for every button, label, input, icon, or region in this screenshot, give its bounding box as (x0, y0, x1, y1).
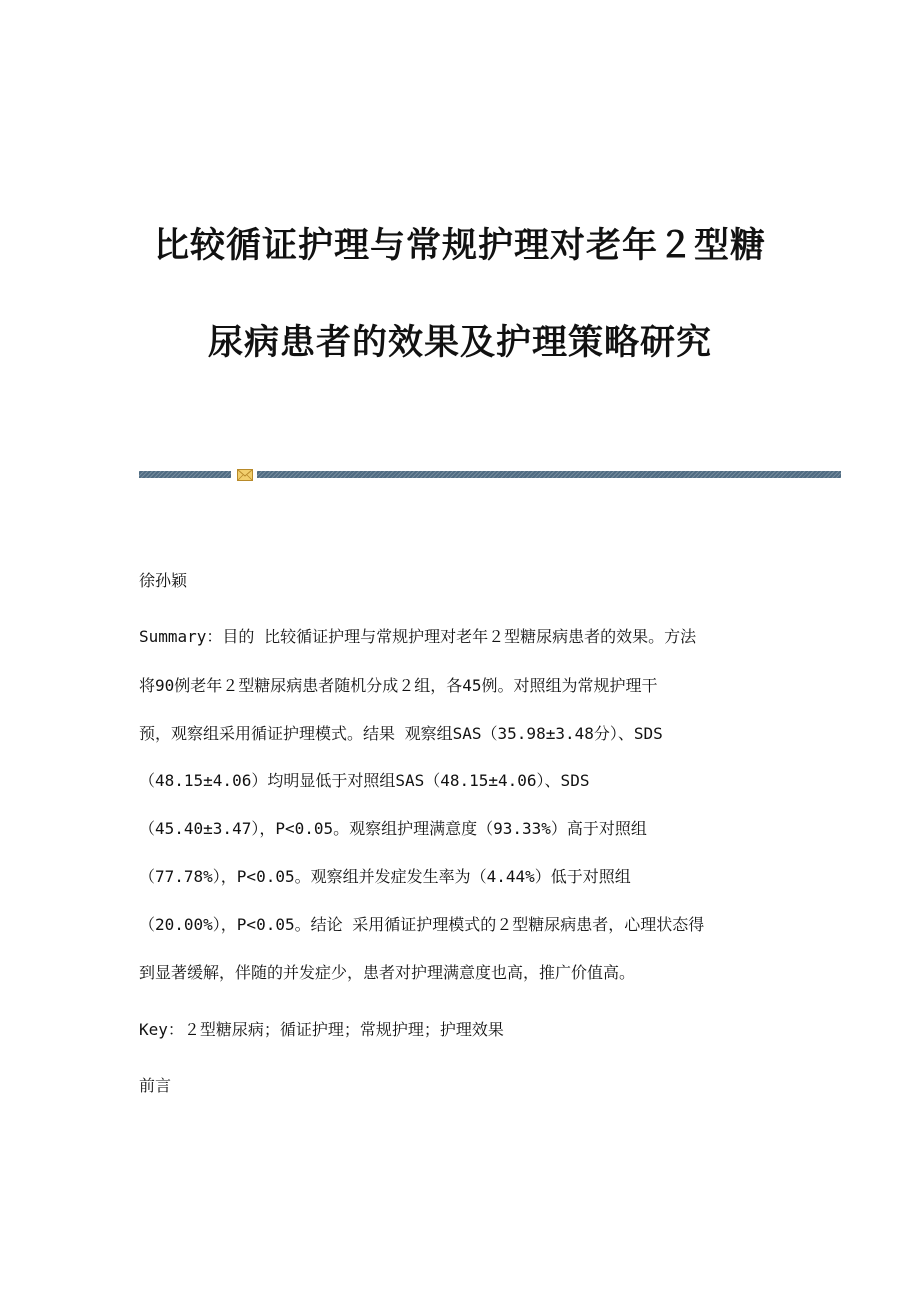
section-heading-preface: 前言 (139, 1076, 172, 1095)
envelope-icon (237, 469, 253, 481)
divider-bar-left (139, 471, 231, 478)
divider-bar-right (257, 471, 841, 478)
page-title-line-2: 尿病患者的效果及护理策略研究 (207, 323, 712, 363)
keywords-line: Key：２型糖尿病；循证护理；常规护理；护理效果 (139, 1020, 504, 1039)
author-name: 徐孙颖 (139, 571, 188, 590)
abstract-line: （45.40±3.47），P<0.05。观察组护理满意度（93.33%）高于对照组 (139, 819, 647, 838)
abstract-line: （20.00%），P<0.05。结论 采用循证护理模式的２型糖尿病患者，心理状态得 (139, 915, 705, 934)
abstract-line: 到显著缓解，伴随的并发症少，患者对护理满意度也高，推广价值高。 (139, 963, 636, 982)
abstract-line: Summary：目的 比较循证护理与常规护理对老年２型糖尿病患者的效果。方法 (139, 627, 697, 646)
abstract-line: （48.15±4.06）均明显低于对照组SAS（48.15±4.06）、SDS (139, 771, 590, 790)
page-title-line-1: 比较循证护理与常规护理对老年２型糖 (153, 226, 766, 266)
abstract-line: （77.78%），P<0.05。观察组并发症发生率为（4.44%）低于对照组 (139, 867, 631, 886)
abstract-line: 将90例老年２型糖尿病患者随机分成２组，各45例。对照组为常规护理干 (139, 676, 658, 695)
abstract-line: 预，观察组采用循证护理模式。结果 观察组SAS（35.98±3.48分）、SDS (139, 724, 663, 743)
